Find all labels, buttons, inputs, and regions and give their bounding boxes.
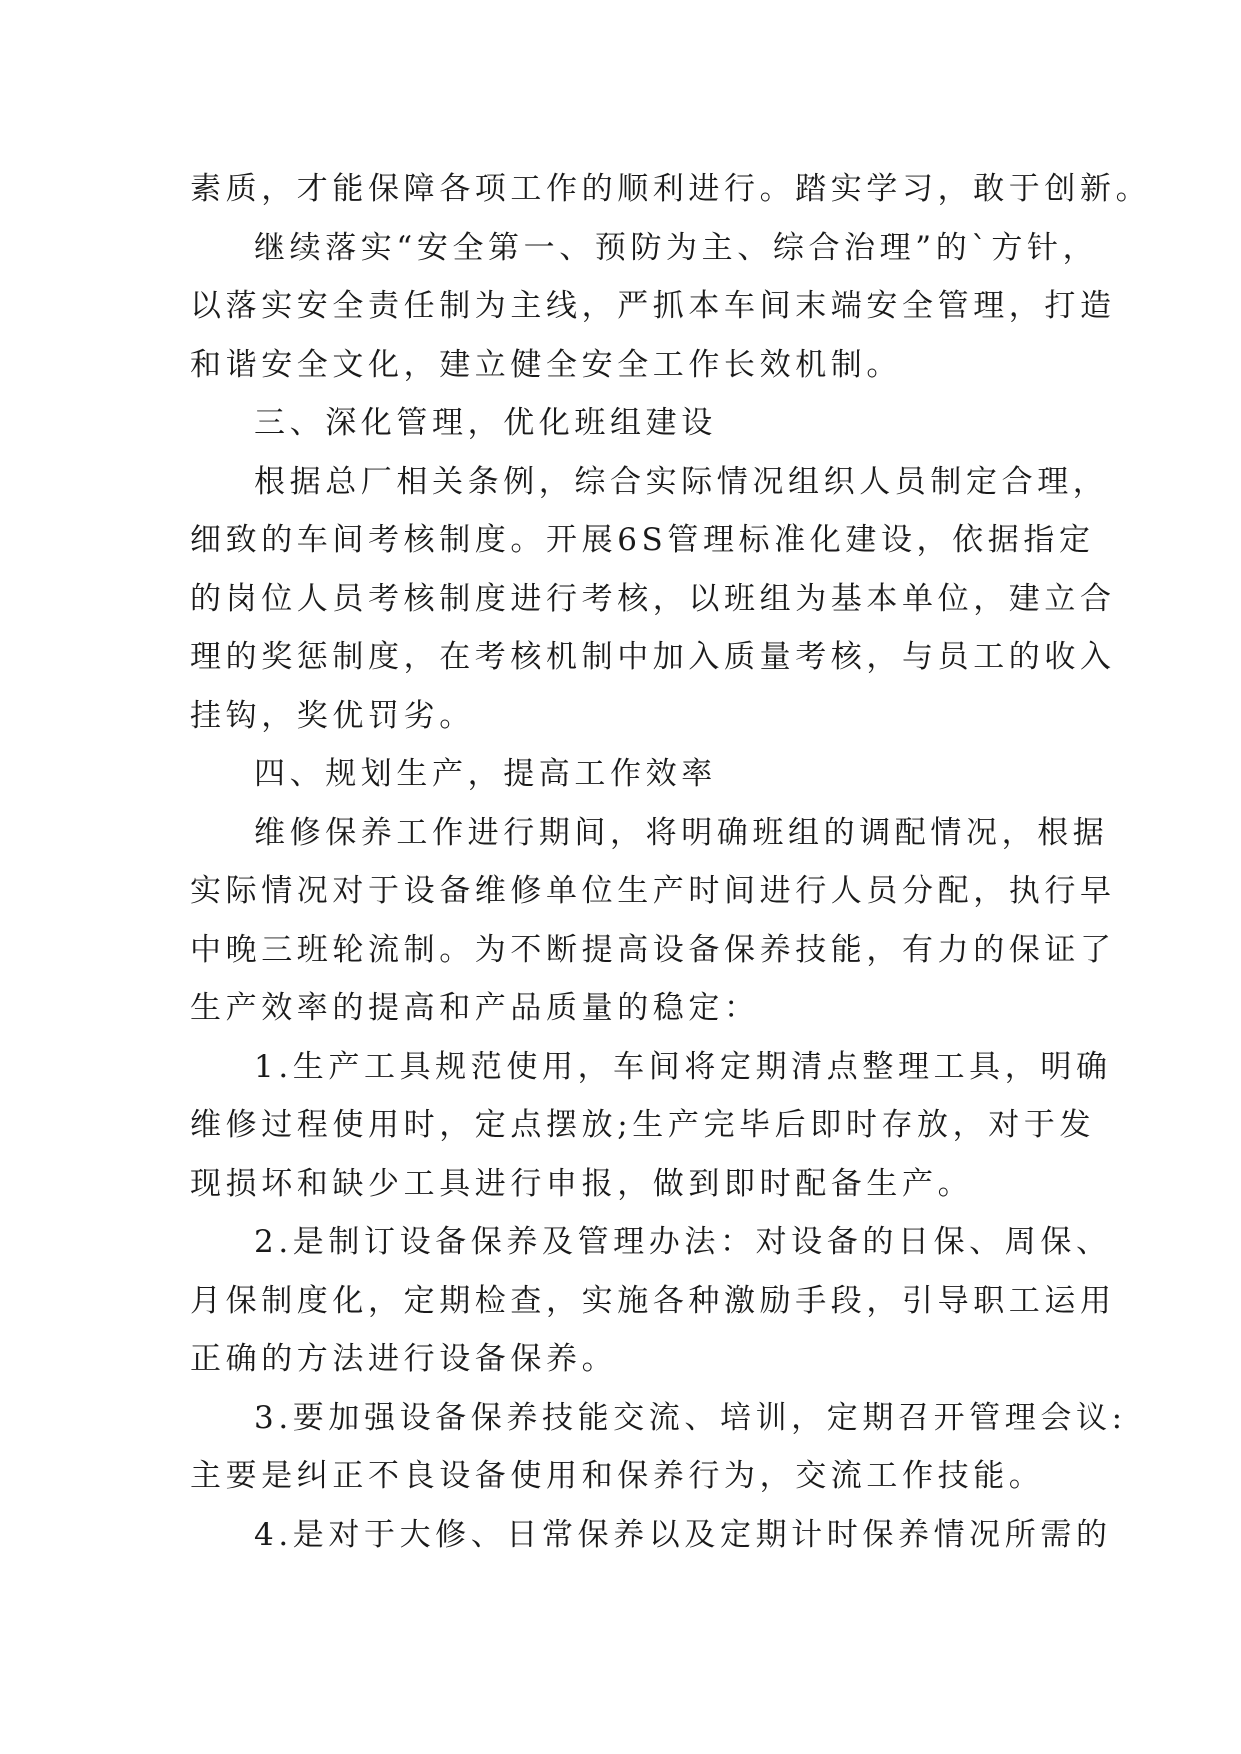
text-line: 维修过程使用时，定点摆放;生产完毕后即时存放，对于发 — [190, 1107, 1096, 1143]
list-item-first-line: 3.要加强设备保养技能交流、培训，定期召开管理会议: — [254, 1399, 1127, 1436]
document-body — [190, 160, 1152, 1564]
text-line: 主要是纠正不良设备使用和保养行为，交流工作技能。 — [190, 1458, 1045, 1494]
section-heading: 三、深化管理，优化班组建设 — [254, 405, 717, 441]
text-line: 月保制度化，定期检查，实施各种激励手段，引导职工运用 — [190, 1282, 1116, 1319]
list-item-first-line: 1.生产工具规范使用，车间将定期清点整理工具，明确 — [254, 1048, 1112, 1085]
text-line: 实际情况对于设备维修单位生产时间进行人员分配，执行早 — [190, 873, 1116, 909]
text-line: 中晚三班轮流制。为不断提高设备保养技能，有力的保证了 — [190, 931, 1116, 968]
text-line: 正确的方法进行设备保养。 — [190, 1341, 618, 1377]
section-heading: 四、规划生产，提高工作效率 — [254, 756, 717, 792]
text-line: 细致的车间考核制度。开展6S管理标准化建设，依据指定 — [190, 522, 1095, 558]
text-line: 理的奖惩制度，在考核机制中加入质量考核，与员工的收入 — [190, 639, 1116, 675]
paragraph-first-line: 根据总厂相关条例，综合实际情况组织人员制定合理， — [254, 463, 1109, 500]
text-line: 以落实安全责任制为主线，严抓本车间末端安全管理，打造 — [190, 288, 1116, 324]
paragraph-first-line: 维修保养工作进行期间，将明确班组的调配情况，根据 — [254, 814, 1109, 851]
list-item-first-line: 2.是制订设备保养及管理办法：对设备的日保、周保、 — [254, 1224, 1112, 1260]
text-line: 的岗位人员考核制度进行考核，以班组为基本单位，建立合 — [190, 580, 1116, 617]
text-line: 挂钩，奖优罚劣。 — [190, 697, 475, 734]
text-line: 生产效率的提高和产品质量的稳定： — [190, 990, 760, 1026]
text-line: 现损坏和缺少工具进行申报，做到即时配备生产。 — [190, 1165, 974, 1202]
text-line: 和谐安全文化，建立健全安全工作长效机制。 — [190, 346, 902, 383]
paragraph-first-line: 继续落实“安全第一、预防为主、综合治理”的`方针， — [254, 229, 1099, 266]
text-line: 素质，才能保障各项工作的顺利进行。踏实学习，敢于创新。 — [190, 171, 1152, 207]
list-item-first-line: 4.是对于大修、日常保养以及定期计时保养情况所需的 — [254, 1516, 1112, 1553]
